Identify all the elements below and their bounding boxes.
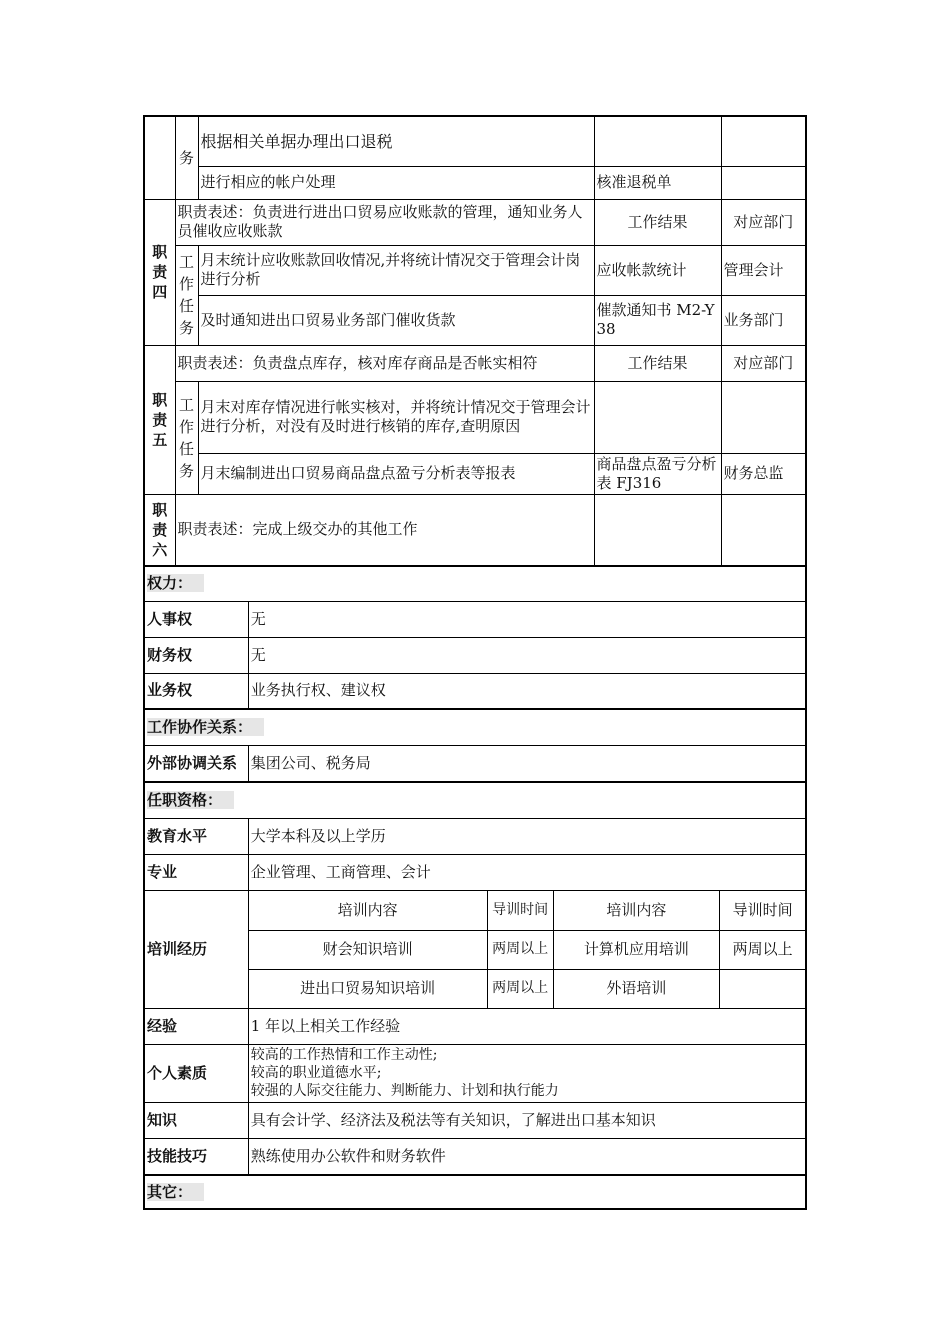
- training-content: 财会知识培训: [248, 930, 487, 969]
- major-name: 专业: [144, 854, 248, 890]
- cooperation-name: 外部协调关系: [144, 745, 248, 782]
- section-header-other: 其它：: [144, 1175, 806, 1209]
- section-header-cooperation: 工作协作关系：: [144, 709, 806, 745]
- duty-5-description: 职责表述：负责盘点库存，核对库存商品是否帐实相符: [175, 345, 594, 381]
- task-dept: 管理会计: [721, 245, 806, 295]
- task-result: 应收帐款统计: [594, 245, 721, 295]
- task-dept: [721, 166, 806, 199]
- task-text: 月末对库存情况进行帐实核对，并将统计情况交于管理会计进行分析，对没有及时进行核销的库存,查明原因: [198, 381, 594, 453]
- personal-line: 较高的工作热情和工作主动性;: [250, 1047, 438, 1063]
- training-name: 培训经历: [144, 890, 248, 1008]
- training-header: 导训时间: [487, 890, 553, 930]
- task-label: 工 作 任 务: [175, 245, 198, 345]
- power-value: 无: [248, 601, 806, 637]
- training-time: [720, 969, 806, 1008]
- personal-line: 较强的人际交往能力、判断能力、计划和执行能力: [250, 1083, 559, 1099]
- knowledge-value: 具有会计学、经济法及税法等有关知识，了解进出口基本知识: [248, 1102, 806, 1138]
- knowledge-name: 知识: [144, 1102, 248, 1138]
- training-time: 两周以上: [487, 930, 553, 969]
- section-header-qualification: 任职资格：: [144, 782, 806, 818]
- task-label: 工 作 任 务: [175, 381, 198, 494]
- duty-4-label: 职 责 四: [144, 199, 175, 345]
- experience-value: 1 年以上相关工作经验: [248, 1008, 806, 1044]
- training-time: 两周以上: [720, 930, 806, 969]
- major-value: 企业管理、工商管理、会计: [248, 854, 806, 890]
- power-name: 财务权: [144, 637, 248, 673]
- duty-continued-label: [144, 116, 175, 199]
- cooperation-value: 集团公司、税务局: [248, 745, 806, 782]
- training-header: 培训内容: [248, 890, 487, 930]
- personal-value: [248, 1044, 806, 1102]
- duty-6-description: 职责表述：完成上级交办的其他工作: [175, 494, 594, 566]
- skills-name: 技能技巧: [144, 1138, 248, 1175]
- power-value: 无: [248, 637, 806, 673]
- section-header-power: 权力：: [144, 566, 806, 601]
- experience-name: 经验: [144, 1008, 248, 1044]
- power-value: 业务执行权、建议权: [248, 673, 806, 709]
- task-result: [594, 381, 721, 453]
- task-text: 月末编制进出口贸易商品盘点盈亏分析表等报表: [198, 453, 594, 494]
- task-label-continued: 务: [175, 116, 198, 199]
- task-result: 商品盘点盈亏分析表 FJ316: [594, 453, 721, 494]
- task-dept: [721, 381, 806, 453]
- task-dept: 财务总监: [721, 453, 806, 494]
- task-dept: 业务部门: [721, 295, 806, 345]
- training-time: 两周以上: [487, 969, 553, 1008]
- task-dept: [721, 116, 806, 166]
- duty-6-label: 职 责 六: [144, 494, 175, 566]
- empty-cell: [594, 494, 721, 566]
- dept-header: 对应部门: [721, 199, 806, 245]
- result-header: 工作结果: [594, 199, 721, 245]
- education-value: 大学本科及以上学历: [248, 818, 806, 854]
- task-result: 核准退税单: [594, 166, 721, 199]
- power-name: 业务权: [144, 673, 248, 709]
- power-name: 人事权: [144, 601, 248, 637]
- dept-header: 对应部门: [721, 345, 806, 381]
- qualification-table: [143, 565, 807, 1210]
- empty-cell: [721, 494, 806, 566]
- education-name: 教育水平: [144, 818, 248, 854]
- training-header: 导训时间: [720, 890, 806, 930]
- personal-line: 较高的职业道德水平;: [250, 1065, 382, 1081]
- task-result: 催款通知书 M2-Y38: [594, 295, 721, 345]
- task-result: [594, 116, 721, 166]
- task-text: 根据相关单据办理出口退税: [198, 116, 594, 166]
- task-text: 月末统计应收账款回收情况,并将统计情况交于管理会计岗进行分析: [198, 245, 594, 295]
- task-text: 进行相应的帐户处理: [198, 166, 594, 199]
- task-text: 及时通知进出口贸易业务部门催收货款: [198, 295, 594, 345]
- skills-value: 熟练使用办公软件和财务软件: [248, 1138, 806, 1175]
- duty-4-description: 职责表述：负责进行进出口贸易应收账款的管理，通知业务人员催收应收账款: [175, 199, 594, 245]
- training-content: 外语培训: [553, 969, 719, 1008]
- result-header: 工作结果: [594, 345, 721, 381]
- duties-table: [143, 115, 807, 567]
- personal-name: 个人素质: [144, 1044, 248, 1102]
- duty-5-label: 职 责 五: [144, 345, 175, 494]
- training-content: 进出口贸易知识培训: [248, 969, 487, 1008]
- training-header: 培训内容: [553, 890, 719, 930]
- training-content: 计算机应用培训: [553, 930, 719, 969]
